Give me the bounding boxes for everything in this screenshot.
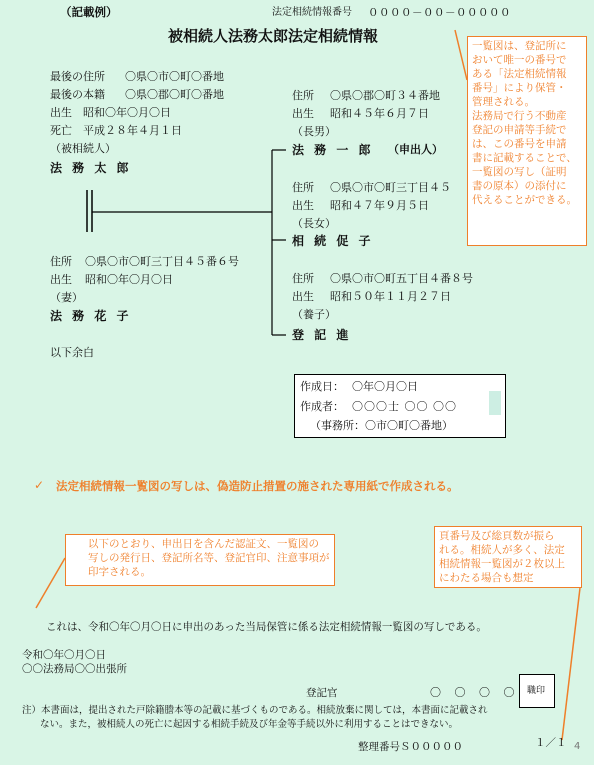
callout-left-line: 以下のとおり、申出日を含んだ認証文、一覧図の bbox=[88, 538, 319, 550]
callout-left-line: 印字される。 bbox=[88, 566, 151, 578]
callout-top-line: は、この番号を申請 bbox=[472, 138, 567, 150]
heir1-role: （長男） bbox=[292, 125, 336, 138]
deceased-death-label: 死亡 bbox=[50, 124, 72, 137]
spouse-address-label: 住所 bbox=[50, 255, 72, 268]
official-seal bbox=[519, 674, 555, 708]
legal-note-1: 注）本書面は，提出された戸除籍謄本等の記載に基づくものである。相続放棄に関しては，本書面に記載され bbox=[22, 705, 488, 716]
callout-top-line: 番号」により保管・ bbox=[472, 82, 567, 94]
page-number: １／１ bbox=[535, 737, 567, 749]
heir2-role: （長女） bbox=[292, 217, 336, 230]
callout-right-line: 相続情報一覧図が２枚以上 bbox=[439, 558, 565, 570]
callout-top-line: 管理される。 bbox=[472, 96, 535, 108]
callout-top-line: 一覧図は、登記所に bbox=[472, 40, 567, 52]
registrar-label: 登記官 bbox=[306, 687, 338, 699]
info-number-label: 法定相続情報番号 bbox=[272, 7, 352, 18]
heir1-birth-value: 昭和４５年６月７日 bbox=[330, 107, 429, 120]
heir3-address-label: 住所 bbox=[292, 272, 314, 285]
heir2-address-label: 住所 bbox=[292, 181, 314, 194]
last-domicile-value: 〇県〇郡〇町〇番地 bbox=[125, 88, 224, 101]
heir3-birth-label: 出生 bbox=[292, 290, 314, 303]
heir3-address-value: 〇県〇市〇町五丁目４番８号 bbox=[330, 272, 473, 285]
heir2-birth-value: 昭和４７年９月５日 bbox=[330, 199, 429, 212]
heir3-birth-value: 昭和５０年１１月２７日 bbox=[330, 290, 451, 303]
callout-top-line: おいて唯一の番号で bbox=[472, 54, 567, 66]
heir1-birth-label: 出生 bbox=[292, 107, 314, 120]
legal-note-2: ない。また，被相続人の死亡に起因する相続手続及び年金等手続以外に利用することはできない。 bbox=[40, 719, 459, 730]
spouse-birth-label: 出生 bbox=[50, 273, 72, 286]
deceased-death-value: 平成２８年４月１日 bbox=[83, 124, 182, 137]
heir3-name: 登 記 進 bbox=[292, 328, 352, 342]
spouse-role: （妻） bbox=[50, 291, 83, 304]
heir2-name: 相 続 促 子 bbox=[292, 234, 374, 248]
callout-top-line: 一覧図の写し（証明 bbox=[472, 166, 567, 178]
heir1-address-label: 住所 bbox=[292, 89, 314, 102]
heir1-name: 法 務 一 郎 bbox=[292, 143, 374, 157]
last-domicile-label: 最後の本籍 bbox=[50, 88, 105, 101]
document-title: 被相続人法務太郎法定相続情報 bbox=[168, 27, 379, 45]
deceased-name: 法 務 太 郎 bbox=[50, 161, 132, 175]
callout-right-line: にわたる場合も想定 bbox=[439, 572, 534, 584]
creator-value: 〇〇〇士 〇〇 〇〇 bbox=[352, 400, 457, 413]
certification-statement: これは、令和〇年〇月〇日に申出のあった当局保管に係る法定相続情報一覧図の写しである。 bbox=[46, 621, 487, 633]
callout-top-line: 法務局で行う不動産 bbox=[472, 110, 567, 122]
registrar-name: 〇 〇 〇 〇 bbox=[430, 686, 520, 699]
callout-top-line: 代えることができる。 bbox=[472, 194, 577, 206]
issue-date: 令和〇年〇月〇日 bbox=[22, 649, 106, 661]
slide-number: 4 bbox=[574, 741, 581, 752]
creator-label: 作成者： bbox=[300, 400, 344, 413]
heir1-address-value: 〇県〇郡〇町３４番地 bbox=[330, 89, 440, 102]
spouse-address-value: 〇県〇市〇町三丁目４５番６号 bbox=[85, 255, 239, 268]
callout-top-line: 書の原本）の添付に bbox=[472, 180, 567, 192]
heir2-birth-label: 出生 bbox=[292, 199, 314, 212]
creation-date-label: 作成日： bbox=[300, 380, 344, 393]
deceased-birth-label: 出生 bbox=[50, 106, 72, 119]
check-icon: ✓ bbox=[34, 478, 45, 492]
last-address-value: 〇県〇市〇町〇番地 bbox=[125, 70, 224, 83]
callout-right-line: 頁番号及び総頁数が振ら bbox=[439, 530, 555, 542]
example-label: （記載例） bbox=[60, 5, 118, 19]
heir1-note: （申出人） bbox=[388, 143, 443, 156]
creation-date-value: 〇年〇月〇日 bbox=[352, 380, 418, 393]
deceased-birth-value: 昭和〇年〇月〇日 bbox=[83, 106, 171, 119]
callout-right-line: れる。相続人が多く、法定 bbox=[439, 544, 565, 556]
remainder-note: 以下余白 bbox=[50, 346, 94, 359]
seal-label: 職印 bbox=[527, 686, 546, 696]
spouse-birth-value: 昭和〇年〇月〇日 bbox=[85, 273, 173, 286]
spouse-name: 法 務 花 子 bbox=[50, 309, 132, 323]
creator-office: （事務所：〇市〇町〇番地） bbox=[310, 419, 453, 432]
serial-number: 整理番号Ｓ０００００ bbox=[358, 741, 463, 753]
issuing-office: 〇〇法務局〇〇出張所 bbox=[22, 663, 127, 675]
last-address-label: 最後の住所 bbox=[50, 70, 105, 83]
callout-top-line: 書に記載することで、 bbox=[472, 152, 577, 164]
heir3-role: （養子） bbox=[292, 308, 336, 321]
callout-left-line: 写しの発行日、登記所名等、登記官印、注意事項が bbox=[88, 552, 330, 564]
callout-top-line: ある「法定相続情報 bbox=[472, 68, 567, 80]
special-paper-notice: 法定相続情報一覧図の写しは、偽造防止措置の施された専用紙で作成される。 bbox=[56, 479, 459, 493]
heir2-address-value: 〇県〇市〇町三丁目４５ bbox=[330, 181, 451, 194]
info-number-value: ００００－００－０００００ bbox=[368, 7, 511, 19]
deceased-role: （被相続人） bbox=[50, 142, 116, 155]
callout-top-line: 登記の申請等手続で bbox=[472, 124, 567, 136]
